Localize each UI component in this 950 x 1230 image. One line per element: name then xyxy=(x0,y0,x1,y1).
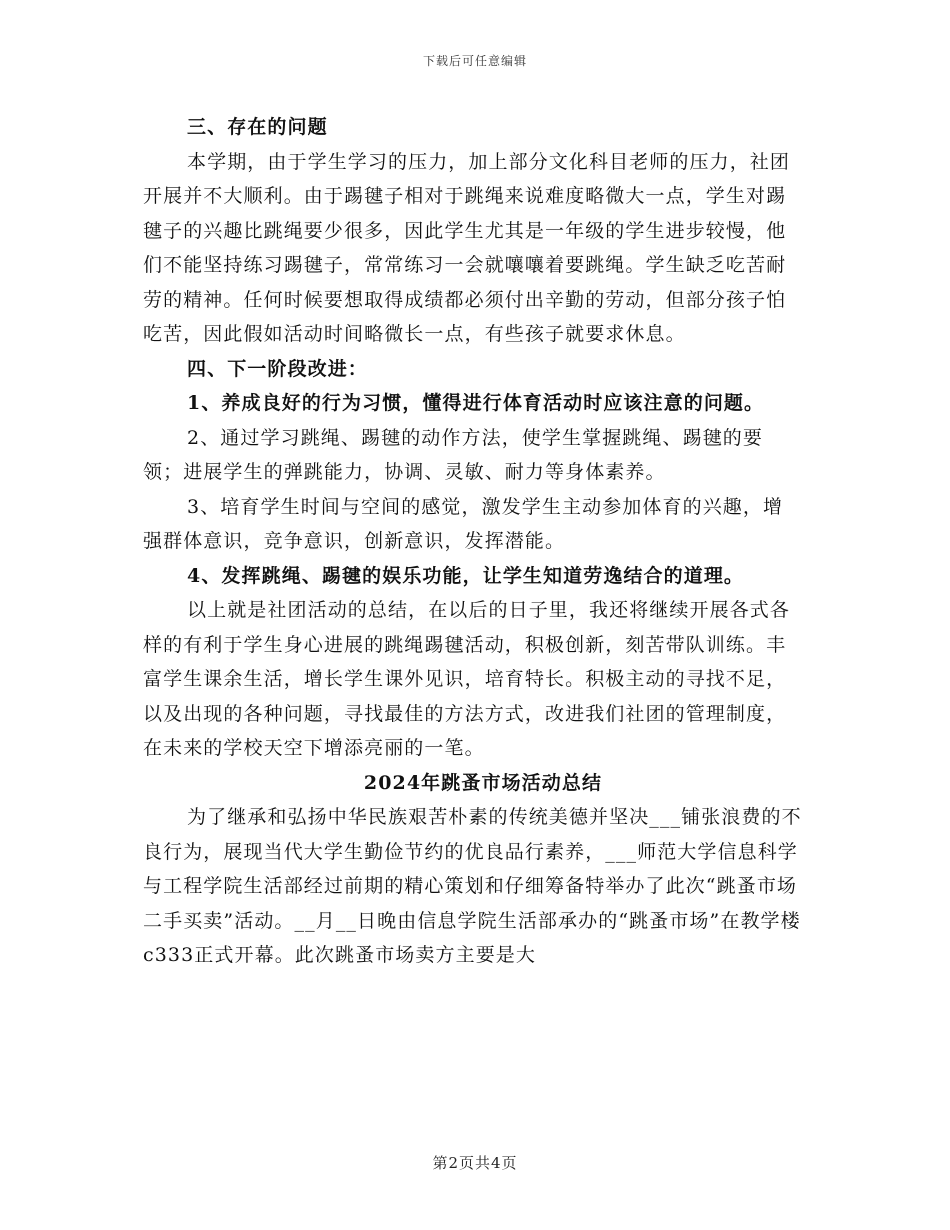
improvement-item-4: 4、发挥跳绳、踢毽的娱乐功能，让学生知道劳逸结合的道理。 xyxy=(187,564,745,587)
article2-title: 2024年跳蚤市场活动总结 xyxy=(363,771,603,794)
summary-paragraph: 以上就是社团活动的总结，在以后的日子里，我还将继续开展各式各样的有利于学生身心进展的跳绳踢毽活动，积极创新，刻苦带队训练。丰富学生课余生活，增长学生课外见识，培育特长。积极主动的寻找不足，以及出现的各种问题，寻找最佳的方法方式，改进我们社团的管理制度，在未来的学校天空下增添亮丽的一笔。 xyxy=(143,599,791,759)
page-number: 第2页共4页 xyxy=(432,1154,518,1172)
section3-heading: 三、存在的问题 xyxy=(187,116,328,138)
section4-heading: 四、下一阶段改进： xyxy=(187,357,368,380)
article2-paragraph: 为了继承和弘扬中华民族艰苦朴素的传统美德并坚决___铺张浪费的不良行为，展现当代大学生勤俭节约的优良品行素养，___师范大学信息科学与工程学院生活部经过前期的精心策划和仔细筹备特举办了此次“跳蚤市场二手买卖”活动。__月__日晚由信息学院生活部承办的“跳蚤市场”在教学楼c333正式开幕。此次跳蚤市场卖方主要是大 xyxy=(143,806,802,966)
document-body xyxy=(143,110,803,973)
improvement-item-2: 2、通过学习跳绳、踢毽的动作方法，使学生掌握跳绳、踢毽的要领；进展学生的弹跳能力，协调、灵敏、耐力等身体素养。 xyxy=(143,426,763,483)
header-note: 下载后可任意编辑 xyxy=(422,54,527,68)
improvement-item-1: 1、养成良好的行为习惯，懂得进行体育活动时应该注意的问题。 xyxy=(187,392,765,414)
improvement-item-3: 3、培育学生时间与空间的感觉，激发学生主动参加体育的兴趣，增强群体意识，竞争意识，创新意识，发挥潜能。 xyxy=(143,495,784,552)
section3-paragraph: 本学期，由于学生学习的压力，加上部分文化科目老师的压力，社团开展并不大顺利。由于踢毽子相对于跳绳来说难度略微大一点，学生对踢毽子的兴趣比跳绳要少很多，因此学生尤其是一年级的学生进步较慢，他们不能坚持练习踢毽子，常常练习一会就嚷嚷着要跳绳。学生缺乏吃苦耐劳的精神。任何时候要想取得成绩都必须付出辛勤的劳动，但部分孩子怕吃苦，因此假如活动时间略微长一点，有些孩子就要求休息。 xyxy=(143,150,791,345)
